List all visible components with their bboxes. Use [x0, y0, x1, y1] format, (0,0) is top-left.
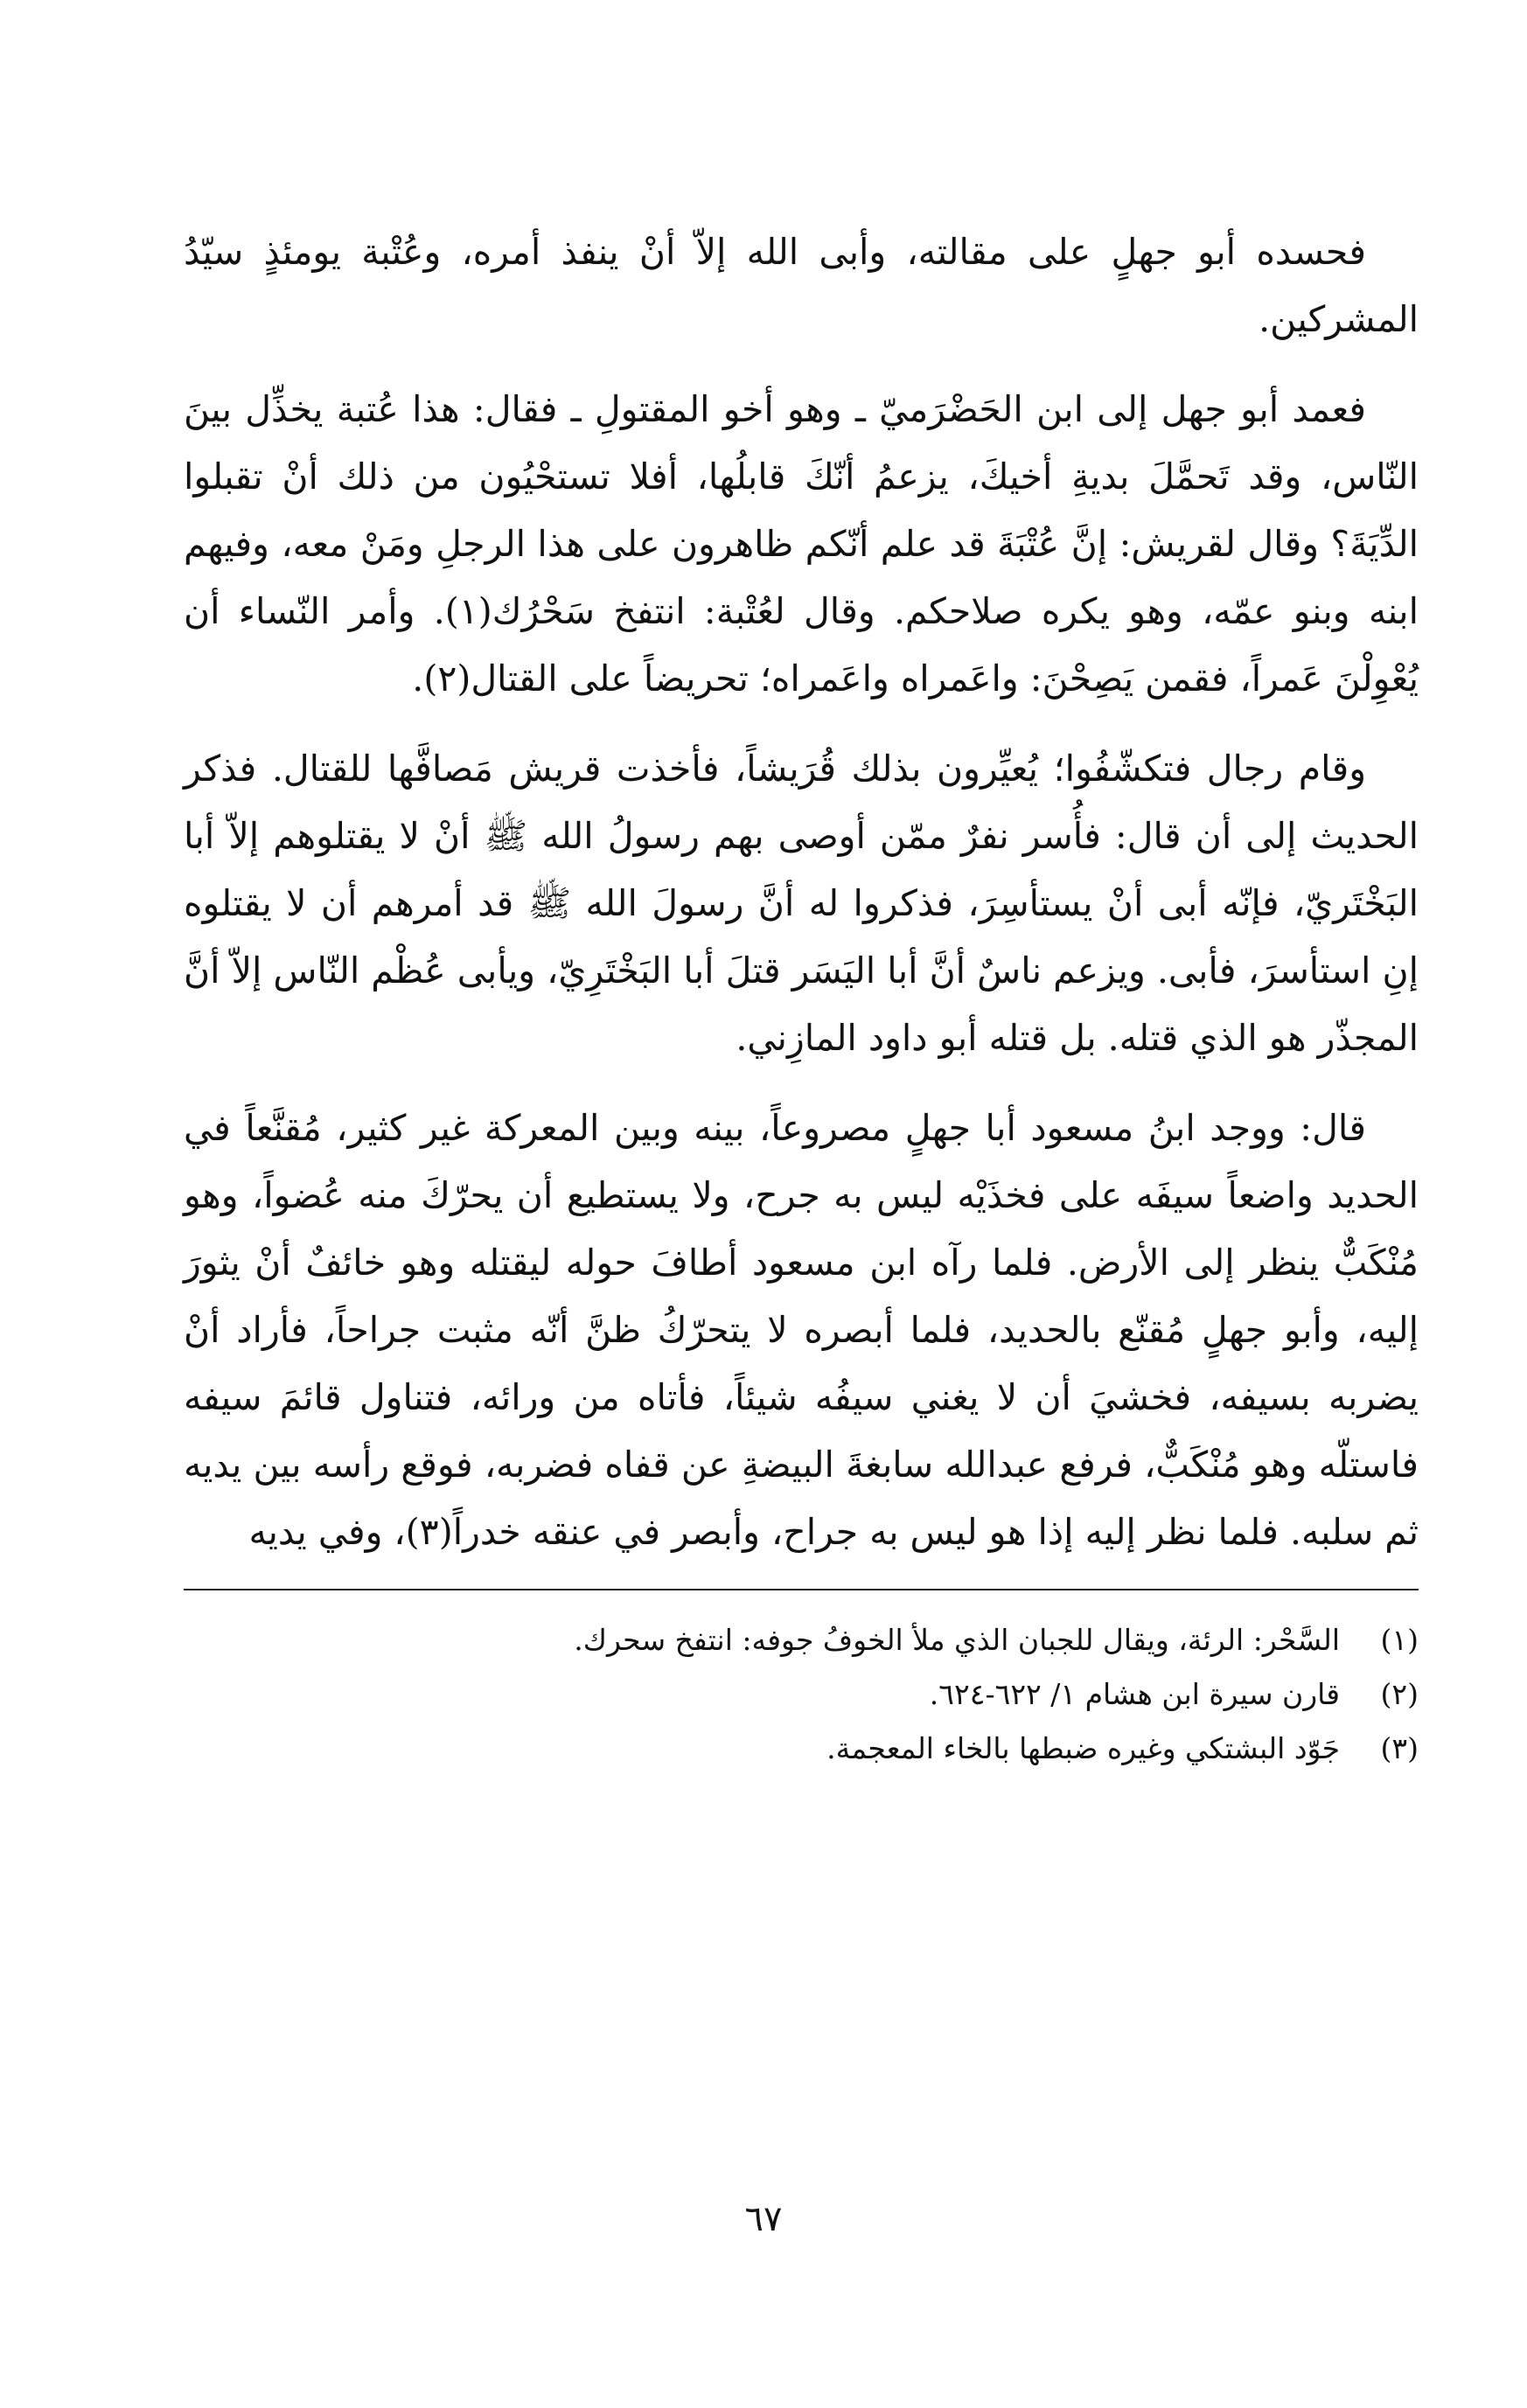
footnote-text: السَّحْر: الرئة، ويقال للجبان الذي ملأ الخوفُ جوفه: انتفخ سحرك.: [574, 1623, 1340, 1657]
footnote-1: [184, 1613, 1419, 1667]
footnote-text: قارن سيرة ابن هشام ١/ ٦٢٢-٦٢٤.: [929, 1677, 1340, 1711]
body-text: [184, 219, 1419, 1566]
footnote-number: (٣): [1380, 1731, 1419, 1765]
footnote-divider: [184, 1589, 1419, 1590]
paragraph-4: قال: ووجد ابنُ مسعود أبا جهلٍ مصروعاً، بينه وبين المعركة غير كثير، مُقنَّعاً في الحديد واضعاً سيفَه على فخذَيْه ليس به جرح، ولا يستطيع أن يحرّكَ منه عُضواً، وهو مُنْكَبٌّ ينظر إلى الأرض. فلما رآه ابن مسعود أطافَ حوله ليقتله وهو خائفٌ أنْ يثورَ إليه، وأبو جهلٍ مُقنّع بالحديد، فلما أبصره لا يتحرّكُ ظنَّ أنّه مثبت جراحاً، فأراد أنْ يضربه بسيفه، فخشيَ أن لا يغني سيفُه شيئاً، فأتاه من ورائه، فتناول قائمَ سيفه فاستلّه وهو مُنْكَبٌّ، فرفع عبدالله سابغةَ البيضةِ عن قفاه فضربه، فوقع رأسه بين يديه ثم سلبه. فلما نظر إليه إذا هو ليس به جراح، وأبصر في عنقه خدراً(٣)، وفي يديه: [184, 1107, 1419, 1553]
footnote-number: (٢): [1380, 1677, 1419, 1711]
page-number: ٦٧: [744, 2199, 783, 2239]
footnotes: [184, 1613, 1419, 1776]
paragraph-3: وقام رجال فتكشّفُوا؛ يُعيِّرون بذلك قُرَيشاً، فأخذت قريش مَصافَّها للقتال. فذكر الحديث إلى أن قال: فأُسر نفرٌ ممّن أوصى بهم رسولُ الله ﷺ أنْ لا يقتلوهم إلاّ أبا البَخْتَريّ، فإنّه أبى أنْ يستأسِرَ، فذكروا له أنَّ رسولَ الله ﷺ قد أمرهم أن لا يقتلوه إنِ استأسرَ، فأبى. ويزعم ناسٌ أنَّ أبا اليَسَر قتلَ أبا البَخْتَرِيّ، ويأبى عُظْم النّاس إلاّ أنَّ المجذّر هو الذي قتله. بل قتله أبو داود المازِني.: [184, 748, 1419, 1059]
footnote-2: [184, 1667, 1419, 1722]
paragraph-2: فعمد أبو جهل إلى ابن الحَضْرَميّ ـ وهو أخو المقتولِ ـ فقال: هذا عُتبة يخذِّل بينَ النّاس، وقد تَحمَّلَ بديةِ أخيكَ، يزعمُ أنّكَ قابلُها، أفلا تستحْيُون من ذلك أنْ تقبلوا الدِّيَةَ؟ وقال لقريش: إنَّ عُتْبَةَ قد علم أنّكم ظاهرون على هذا الرجلِ ومَنْ معه، وفيهم ابنه وبنو عمّه، وهو يكره صلاحكم. وقال لعُتْبة: انتفخ سَحْرُك(١). وأمر النّساء أن يُعْوِلْنَ عَمراً، فقمن يَصِحْنَ: واعَمراه واعَمراه؛ تحريضاً على القتال(٢).: [184, 388, 1419, 699]
footnote-number: (١): [1380, 1623, 1419, 1657]
paragraph-1: فحسده أبو جهلٍ على مقالته، وأبى الله إلاّ أنْ ينفذ أمره، وعُتْبة يومئذٍ سيّدُ المشركين.: [184, 231, 1419, 340]
page: [184, 219, 1419, 1776]
footnote-3: [184, 1722, 1419, 1776]
footnote-text: جَوّد البشتكي وغيره ضبطها بالخاء المعجمة.: [826, 1731, 1340, 1765]
